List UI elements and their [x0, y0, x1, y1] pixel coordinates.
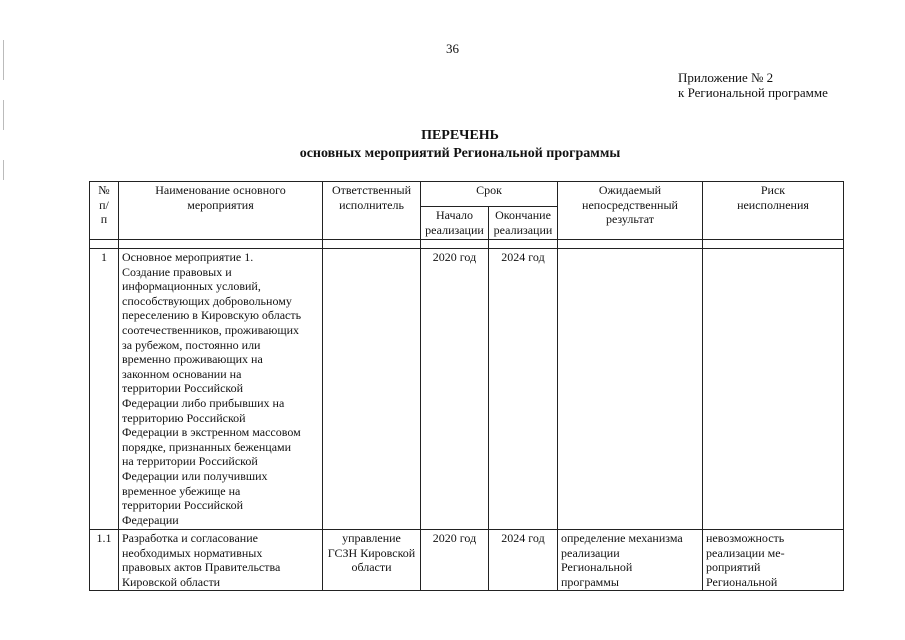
row-end: 2024 год	[489, 530, 558, 591]
table-row	[90, 530, 844, 591]
row-risk: невозможность реализации ме- роприятий Региональной	[703, 530, 844, 591]
table-row	[90, 249, 844, 530]
row-num: 1	[90, 249, 119, 530]
title-line-2: основных мероприятий Региональной программы	[299, 146, 621, 161]
row-risk	[703, 249, 844, 530]
row-result	[558, 249, 703, 530]
title-line-1: ПЕРЕЧЕНЬ	[421, 128, 499, 143]
row-executor	[323, 249, 421, 530]
row-start: 2020 год	[421, 249, 489, 530]
document-title	[0, 127, 905, 163]
header-row	[90, 182, 844, 207]
row-end: 2024 год	[489, 249, 558, 530]
header-risk: Риск неисполнения	[703, 182, 844, 240]
header-end: Окончание реализации	[489, 207, 558, 240]
row-name: Основное мероприятие 1. Создание правовых и информационных условий, способствующих добровольному переселению в Кировскую область соотечественников, проживающих за рубежом, постоянно или временно проживающих на законном основании на территории Российской Федерации либо прибывших на территорию Российской Федерации в экстренном массовом порядке, признанных беженцами на территории Российской Федерации или получивших временное убежище на территории Российской Федерации	[119, 249, 323, 530]
header-result: Ожидаемый непосредственный результат	[558, 182, 703, 240]
header-gap-row	[90, 240, 844, 249]
appendix-line-2: к Региональной программе	[678, 85, 828, 100]
measures-table	[89, 181, 844, 591]
appendix-line-1: Приложение № 2	[678, 70, 774, 85]
header-start: Начало реализации	[421, 207, 489, 240]
row-executor: управление ГСЗН Кировской области	[323, 530, 421, 591]
appendix-note	[678, 70, 828, 100]
row-start: 2020 год	[421, 530, 489, 591]
row-result: определение механизма реализации Региональной программы	[558, 530, 703, 591]
row-name: Разработка и согласование необходимых нормативных правовых актов Правительства Кировской области	[119, 530, 323, 591]
header-num: № п/ п	[90, 182, 119, 240]
scan-edge-marks	[3, 0, 5, 640]
row-num: 1.1	[90, 530, 119, 591]
header-name: Наименование основного мероприятия	[119, 182, 323, 240]
header-term: Срок	[421, 182, 558, 207]
page-number: 36	[446, 41, 459, 56]
header-executor: Ответственный исполнитель	[323, 182, 421, 240]
